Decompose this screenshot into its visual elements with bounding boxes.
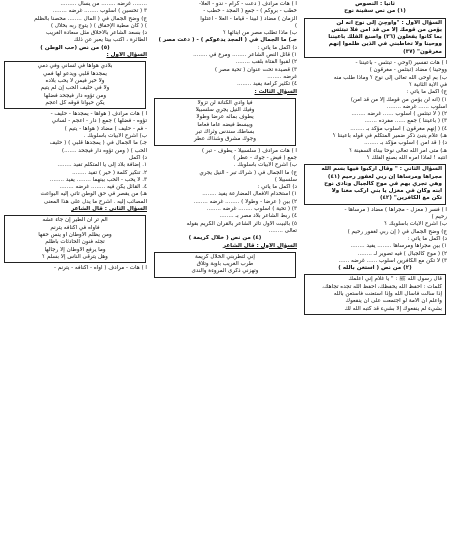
text-line: مجراها ومرساها إن ربي لغفور رحيم (٤١) bbox=[327, 173, 442, 180]
question-line: انتبه ! لماذا أمره الله بصنع الفلك ؟ bbox=[366, 154, 447, 161]
poem-verse: تجئه فنون الحادثات بأظلم bbox=[45, 239, 105, 246]
poem-verse: ولا خير فيمن لا يحب بلاده bbox=[45, 77, 105, 84]
question-line: أ ) هات مرادف ( هواها - يمجدها - حليف - bbox=[50, 111, 147, 118]
question-line: رحيم ) bbox=[431, 214, 447, 221]
question-heading: السؤال الأول : bbox=[106, 52, 147, 59]
question-line: ) bbox=[294, 22, 297, 29]
question-line: هـ) متى أمر الله تعالى نوحا ببناء السفينة ؟ bbox=[349, 147, 447, 154]
question-line: في الآية الثانية ؟ bbox=[409, 81, 447, 88]
question-line: ٣) قصيدة تحت عنوان ( تحية مصر ) bbox=[214, 66, 297, 73]
question-line: ٣ ( تحسين ) أسلوب ........ غرضه ........ bbox=[52, 8, 147, 15]
question-line: ٤) ( إنهم مغرقون ) أسلوب مؤكد بـ ........ bbox=[350, 125, 447, 132]
question-line: غرضه ........ bbox=[267, 73, 297, 80]
poem-box bbox=[154, 252, 296, 278]
question-line: د) ( قد آمن ) أسلوب مؤكد بـ ........ bbox=[364, 140, 447, 147]
poem-verse: يكن حيوانا فوقه كل أعجم bbox=[45, 99, 105, 106]
question-line: هـ) علام ينبئ ذكر ضمير المتكلم في قوله بأعيننا ؟ bbox=[332, 133, 447, 140]
page-title: ثانيا : النصوص bbox=[355, 1, 395, 7]
question-line: ج) ما الجمال في ( شراك تبر - النيل يجري bbox=[199, 169, 297, 176]
middle-column bbox=[150, 0, 300, 541]
text-line: مغرقون" (٣٧) bbox=[403, 48, 442, 55]
question-line: د) أكمل ما يأتي : bbox=[407, 235, 447, 242]
poem-box bbox=[4, 61, 146, 109]
question-line: سلسبيلا ) bbox=[274, 176, 297, 183]
poem-verse: وما يرفع الأوطان إلا رجالها bbox=[44, 246, 106, 253]
question-line: ٣) لا تكن مع الكافرين أسلوب ...... غرضه ...... bbox=[338, 257, 447, 264]
poem-verse: يمجدها قلبي ويدعو لها فمي bbox=[43, 70, 107, 77]
quran-box-1 bbox=[304, 18, 446, 58]
question-heading: السؤال الثاني : قال الشاعر bbox=[71, 206, 147, 213]
question-heading: السؤال الثالث : bbox=[254, 88, 297, 95]
question-line: ٢) ( لا تبتئس ) أسلوب ...... غرضه ........ bbox=[351, 111, 447, 118]
text-line: وهي تجري بهم في موج كالجبال ونادى نوح bbox=[324, 180, 442, 187]
poem-verse: طرب الغريب بأوبة وتلاق bbox=[196, 261, 254, 268]
text-line: ووحينا ولا تخاطبني في الذين ظلموا إنهم bbox=[328, 41, 442, 48]
question-line: ١) (أنه لن يؤمن من قومك إلا من قد آمن) bbox=[350, 96, 447, 103]
question-line: ) ( كان مطية الإخفاق ) ( يتوج ربه بخلال ) bbox=[50, 22, 147, 29]
question-line: د) أكمل ما يأتي : bbox=[257, 184, 297, 191]
question-line: تعالى ........ bbox=[268, 227, 297, 234]
question-line: الطائرة ، اكتب بيتا يعبر عن ذلك bbox=[73, 37, 147, 44]
poem-verse: بساطك سندس وثراك تبر bbox=[195, 129, 255, 136]
question-heading: السؤال الأول : قال الشاعر bbox=[222, 242, 297, 249]
quran-box-2 bbox=[304, 164, 446, 204]
section-subtitle: (١) من نص سفينة نوح bbox=[344, 8, 406, 15]
poem-verse: وجوك مشرق وشذاك عطر bbox=[194, 136, 256, 143]
poem-verse: إني لتطربني الخلال كريمة bbox=[195, 253, 255, 260]
question-line: ب) اشرح الأبيات بأسلوبك . bbox=[83, 133, 147, 140]
question-line: خطب - بروكم ) - جمع ( المجد - خطب - bbox=[203, 8, 297, 15]
question-line: - فم - حليف ) مضاد ( هواها - يتيم ) bbox=[64, 125, 147, 132]
question-line: ب) اشرح الأبيات بأسلوبك . bbox=[233, 162, 297, 169]
question-line: ٣. لا يحب - الحب بينهما ........ يفيد ........ bbox=[49, 176, 147, 183]
question-line: أ ) هات مرادف ( سلسبيلا - يطوف - تبر ) bbox=[201, 147, 297, 154]
text-line: واعلم أن الأمة لو اجتمعت على أن ينفعوك bbox=[345, 298, 442, 305]
poem-verse: فيا وادي الكنانة لن تزولا bbox=[197, 99, 253, 106]
question-line: ج) وضح الجمال في ( إن ربي لغفور رحيم ) bbox=[347, 228, 447, 235]
question-line: ٥) بالبيت الأول تأثر الشاعر بالقرآن الكريم بقوله bbox=[186, 220, 297, 227]
question-line: جمع ( فيض - جوك - عطر ) bbox=[233, 154, 297, 161]
right-column bbox=[300, 0, 450, 541]
question-line: ٣) ( بأعيننا ) جمع ...... مفرده ....... bbox=[364, 118, 447, 125]
question-line: أ ) هات تفسير (أوحي - تبتئس - بأعيننا - bbox=[355, 60, 447, 67]
question-line: د) أكمل ما يأتي : bbox=[257, 44, 297, 51]
poem-verse: وهل يترقى الناس إلا بسلم ؟ bbox=[42, 253, 108, 260]
left-column bbox=[0, 0, 150, 541]
question-line: أ ) فسر ( معزل - مجراها ) مضاد ( مرساها - bbox=[344, 206, 447, 213]
text-line: السؤال الأول : "وأُوحِيَ إلى نوح أنه لن bbox=[336, 19, 442, 26]
question-line: د) بسعد الشاعر بالأخلاق مثل سعادة الغريب bbox=[45, 30, 147, 37]
question-line: أسلوب ...... غرضه ........ bbox=[386, 103, 447, 110]
poem-verse: وتهزني ذكرى المروءة والندى bbox=[191, 268, 259, 275]
question-line: أ ) هات مرادف ( دعت - كرام - ندو - العلا- bbox=[199, 1, 297, 7]
question-line: الحب ) ( ومن تؤوه دار فيجحد .......) bbox=[61, 147, 147, 154]
question-line: ١) قائل النص الشاعر ........ ومرع في ........ bbox=[193, 52, 297, 59]
question-line: ٤. القائل يكن فيه ........ غرضه ........ bbox=[59, 184, 147, 191]
text-line: إذا سألت فاسأل الله وإذا استعنت فاستعن بالله bbox=[333, 290, 442, 297]
poem-box bbox=[4, 215, 146, 263]
question-line: ١) استخدام الأفعال المضارعة يفيد ........ bbox=[202, 191, 297, 198]
text-line: بشيء لم ينفعوك إلا بشيء قد كتبه الله لك bbox=[344, 305, 442, 312]
poem-verse: ولا في حليف الحب إن لم يتيم bbox=[40, 85, 110, 92]
question-line: ٢) ( موج كالجبال ) فيه تصوير لـ ........ bbox=[357, 250, 447, 257]
question-line: جـ) ما الجمال في ( يمجدها قلبي ) ( حليف bbox=[49, 140, 147, 147]
text-line: السؤال الثاني : " وقال اركبوا فيها بسم الله bbox=[321, 166, 442, 173]
question-line: ٤) ربط الشاعر بلاد مصر بـ ........ bbox=[219, 213, 297, 220]
question-line: ٣) ( تحية ) أسلوب ........ غرضه ........ bbox=[206, 206, 297, 213]
question-line: ووحينا ) مضاد (تبتئس - مغرقون ) bbox=[369, 67, 447, 74]
poem-verse: ومن تؤوه دار فيجحد فضلها bbox=[43, 92, 107, 99]
text-line: تكن مع الكافرين" (٤٢) bbox=[379, 195, 442, 202]
question-line: ج) أكمل ما يأتي : bbox=[406, 89, 447, 96]
question-line: المصائب إليه . اشرح ما يدل على هذا المعنى bbox=[43, 198, 147, 205]
text-line: بما كانوا يفعلون (٣٦) واصنع الفلك بأعيننا bbox=[328, 34, 442, 41]
poem-verse: ومن يظلم الأوطان أو ينس حقها bbox=[38, 231, 112, 238]
poem-verse: ويبسط فيضه عاما فعاما bbox=[197, 121, 253, 128]
text-line: قال رسول الله ﷺ : " يا غلام إني أعلمك bbox=[348, 276, 442, 283]
poem-verse: وفيك النيل يجري سلسبيلا bbox=[195, 107, 255, 114]
poem-verse: فآواه في أكنافه يترنم bbox=[50, 224, 100, 231]
poem-verse: بلادي هواها في لساني وفي دمي bbox=[37, 63, 113, 70]
question-line: ب) بم أوحى الله تعالى إلى نوح ؟ وماذا طلب منه bbox=[333, 74, 447, 81]
section-heading: (٤) من نص ( خلال كريمة ) bbox=[188, 235, 262, 242]
hadith-box bbox=[304, 274, 446, 314]
question-line: ٢) بين ( عرضا - وطولا ) ........ غرضه ........ bbox=[193, 198, 297, 205]
question-line: ........ غرضه ........ من يسأل ......... bbox=[60, 1, 147, 7]
question-line: الزمان ) مضاد ( لبينا - قياما - العلا - اعتلوا bbox=[200, 15, 297, 22]
question-line: ١) بين مجراها ومرساها ........ يفيد ........ bbox=[350, 243, 447, 250]
poem-verse: يطوف بمائه عرضا وطولا bbox=[196, 114, 254, 121]
section-heading: (٥) من نص (حب الوطن ) bbox=[40, 44, 110, 51]
question-line: ٤) تكثير كرامة يفيد ........ bbox=[237, 81, 297, 88]
question-line: هـ) من يقصر في حق الوطن تأتي إليه البواعث bbox=[40, 191, 147, 198]
question-line: تؤوه - فضلها ) جمع ( دار - أعجم - لساني bbox=[51, 118, 147, 125]
question-line: جـ) ما الجمال في ( المجد يدعوكم ) - ( دعت مصر ) bbox=[158, 37, 297, 44]
question-line: د) أكمل bbox=[128, 154, 147, 161]
section-heading: (٢) من نص ( استعن بالله ) bbox=[338, 265, 412, 272]
question-line: ٢) لقبوا الفتاة بلقب ........ bbox=[235, 59, 297, 66]
text-line: يؤمن من قومك إلا من قد آمن فلا تبتئس bbox=[331, 26, 442, 33]
question-line: ١. إضافة بلاد إلى يا المتكلم تفيد ........ bbox=[57, 162, 147, 169]
text-line: كلمات : احفظ الله يحفظك، احفظ الله تجده تجاهك، bbox=[322, 283, 442, 290]
text-line: ابنه وكان في معزل يا بني اركب معنا ولا bbox=[331, 188, 442, 195]
question-line: أ ) هات - مرادف ( أواه - أكنافه - يترنم - bbox=[53, 265, 147, 272]
question-line: ج) وضح الجمال في ( المال ........ محصنا بالظلم bbox=[34, 15, 147, 22]
poem-box bbox=[154, 98, 296, 146]
question-line: ب) اشرح الآيات بأسلوبك ؟ bbox=[384, 221, 447, 228]
question-line: ب) ماذا تطلب مصر من أبنائها ؟ bbox=[223, 30, 297, 37]
question-line: ٢. تنكير كلمة ( خير ) تفيد ........ bbox=[72, 169, 147, 176]
poem-verse: ألم تر أن الطير إن جاء عشه bbox=[42, 217, 108, 224]
